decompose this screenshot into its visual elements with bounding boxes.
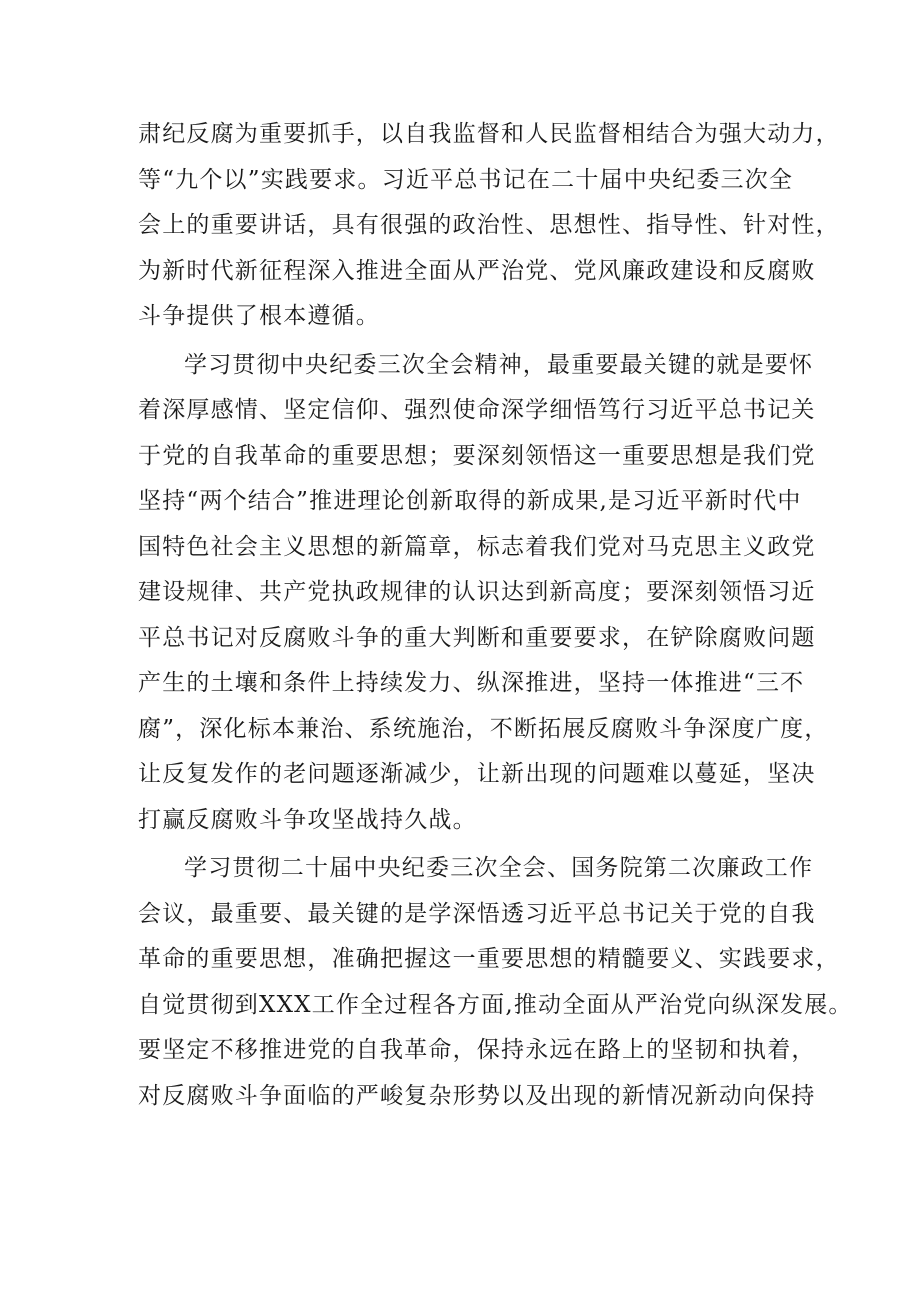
text-line: 等“九个以”实践要求。习近平总书记在二十届中央纪委三次全 [138, 166, 794, 193]
paragraph-1 [138, 112, 840, 340]
text-line: 会议，最重要、最关键的是学深悟透习近平总书记关于党的自我 [138, 900, 816, 927]
text-line: 革命的重要思想，准确把握这一重要思想的精髓要义、实践要求， [138, 946, 840, 972]
text-line: 于党的自我革命的重要思想；要深刻领悟这一重要思想是我们党 [138, 442, 816, 469]
text-line: 坚持“两个结合”推进理论创新取得的新成果,是习近平新时代中 [138, 488, 802, 514]
text-line: 学习贯彻二十届中央纪委三次全会、国务院第二次廉政工作 [184, 855, 814, 881]
document-body [138, 112, 853, 1119]
text-line: 自觉贯彻到XXX工作全过程各方面,推动全面从严治党向纵深发展。 [138, 991, 853, 1018]
text-line: 肃纪反腐为重要抓手，以自我监督和人民监督相结合为强大动力， [138, 121, 840, 147]
text-line: 斗争提供了根本遵循。 [138, 303, 380, 329]
text-line: 为新时代新征程深入推进全面从严治党、党风廉政建设和反腐败 [138, 257, 816, 284]
text-line: 打赢反腐败斗争攻坚战持久战。 [138, 806, 477, 833]
text-line: 学习贯彻中央纪委三次全会精神，最重要最关键的就是要怀 [184, 351, 814, 378]
text-line: 让反复发作的老问题逐渐减少，让新出现的问题难以蔓延，坚决 [138, 761, 816, 787]
text-line: 腐”，深化标本兼治、系统施治，不断拓展反腐败斗争深度广度， [138, 715, 829, 742]
paragraph-2 [138, 343, 829, 844]
text-line: 对反腐败斗争面临的严峻复杂形势以及出现的新情况新动向保持 [138, 1082, 816, 1109]
text-line: 着深厚感情、坚定信仰、强烈使命深学细悟笃行习近平总书记关 [138, 397, 816, 423]
text-line: 会上的重要讲话，具有很强的政治性、思想性、指导性、针对性， [138, 212, 840, 238]
text-line: 产生的土壤和条件上持续发力、纵深推进，坚持一体推进“三不 [138, 670, 805, 696]
text-line: 建设规律、共产党执政规律的认识达到新高度；要深刻领悟习近 [138, 579, 816, 605]
text-line: 平总书记对反腐败斗争的重大判断和重要要求，在铲除腐败问题 [138, 624, 816, 651]
paragraph-3 [138, 846, 853, 1119]
text-line: 要坚定不移推进党的自我革命，保持永远在路上的坚韧和执着， [138, 1037, 816, 1063]
text-line: 国特色社会主义思想的新篇章，标志着我们党对马克思主义政党 [138, 533, 816, 560]
